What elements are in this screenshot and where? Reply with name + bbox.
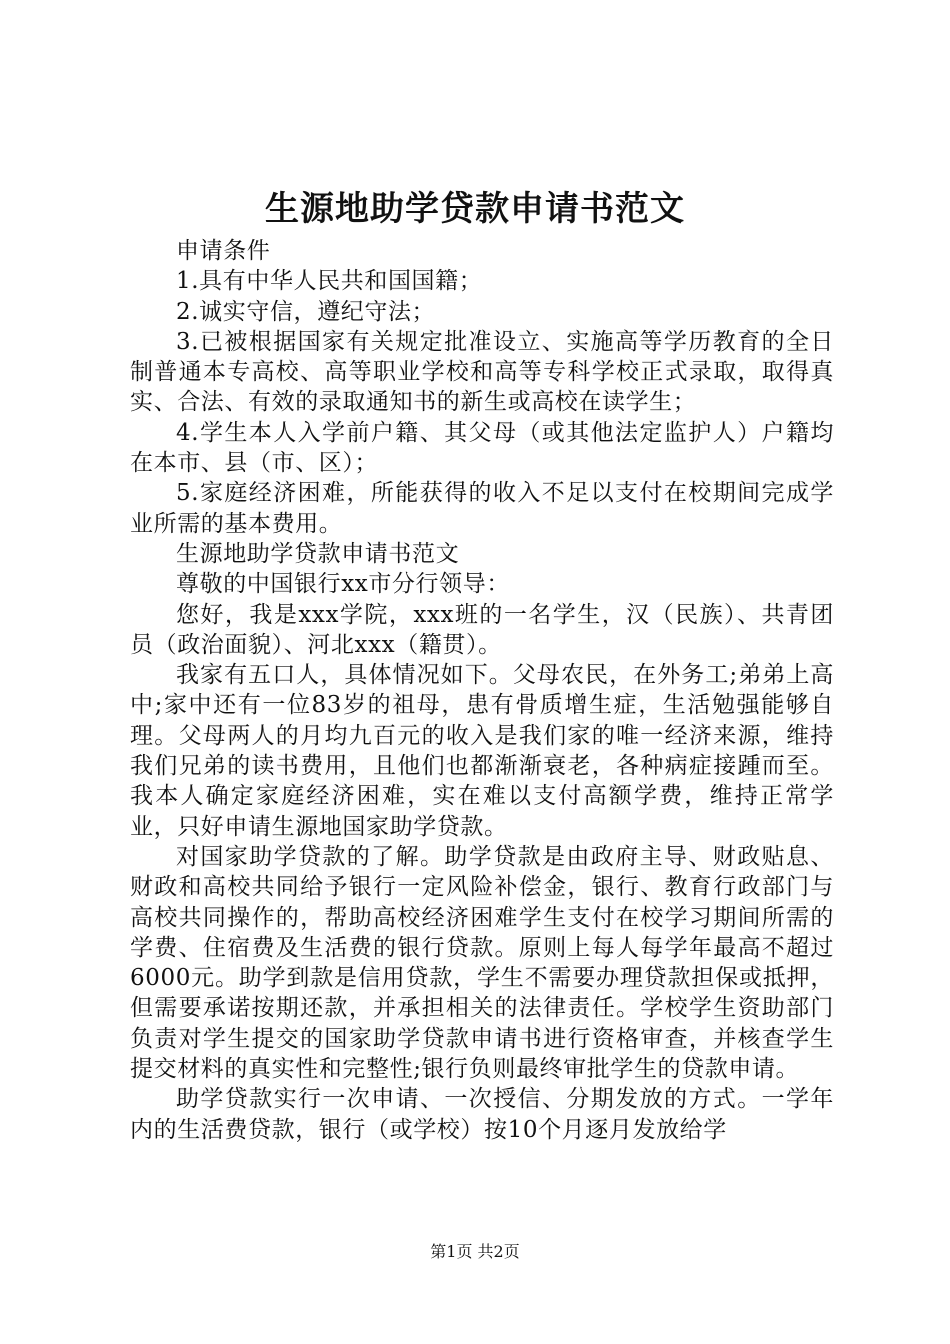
paragraph-family-situation: 我家有五口人，具体情况如下。父母农民，在外务工;弟弟上高中;家中还有一位83岁的祖母，患有骨质增生症，生活勉强能够自理。父母两人的月均九百元的收入是我们家的唯一经济来源，维持我们兄弟的读书费用，且他们也都渐渐衰老，各种病症接踵而至。我本人确定家庭经济困难，实在难以支付高额学费，维持正常学业，只好申请生源地国家助学贷款。 [130,662,834,840]
document-title: 生源地助学贷款申请书范文 [265,189,685,229]
paragraph-condition-2: 2.诚实守信，遵纪守法； [176,298,436,325]
paragraph-condition-4: 4.学生本人入学前户籍、其父母（或其他法定监护人）户籍均在本市、县（市、区）； [130,419,834,477]
paragraph-condition-1: 1.具有中华人民共和国国籍； [176,268,483,295]
paragraph-condition-3: 3.已被根据国家有关规定批准设立、实施高等学历教育的全日制普通本专高校、高等职业学校和高等专科学校正式录取，取得真实、合法、有效的录取通知书的新生或高校在读学生； [130,328,834,416]
document-body [130,236,834,1145]
paragraph-conditions-heading: 申请条件 [176,238,271,264]
paragraph-loan-understanding: 对国家助学贷款的了解。助学贷款是由政府主导、财政贴息、财政和高校共同给予银行一定风险补偿金，银行、教育行政部门与高校共同操作的，帮助高校经济困难学生支付在校学习期间所需的学费、住宿费及生活费的银行贷款。原则上每人每学年最高不超过6000元。助学到款是信用贷款，学生不需要办理贷款担保或抵押，但需要承诺按期还款，并承担相关的法律责任。学校学生资助部门负责对学生提交的国家助学贷款申请书进行资格审查，并核查学生提交材料的真实性和完整性;银行负则最终审批学生的贷款申请。 [130,843,834,1083]
paragraph-sample-heading: 生源地助学贷款申请书范文 [176,540,460,567]
paragraph-introduction: 您好，我是xxx学院，xxx班的一名学生，汉（民族）、共青团员（政治面貌）、河北xxx（籍贯）。 [130,601,834,658]
paragraph-salutation: 尊敬的中国银行xx市分行领导： [176,571,510,598]
paragraph-condition-5: 5.家庭经济困难，所能获得的收入不足以支付在校期间完成学业所需的基本费用。 [130,480,834,537]
paragraph-loan-method: 助学贷款实行一次申请、一次授信、分期发放的方式。一学年内的生活费贷款，银行（或学校）按10个月逐月发放给学 [130,1086,834,1143]
page-footer: 第1页 共2页 [430,1242,520,1261]
